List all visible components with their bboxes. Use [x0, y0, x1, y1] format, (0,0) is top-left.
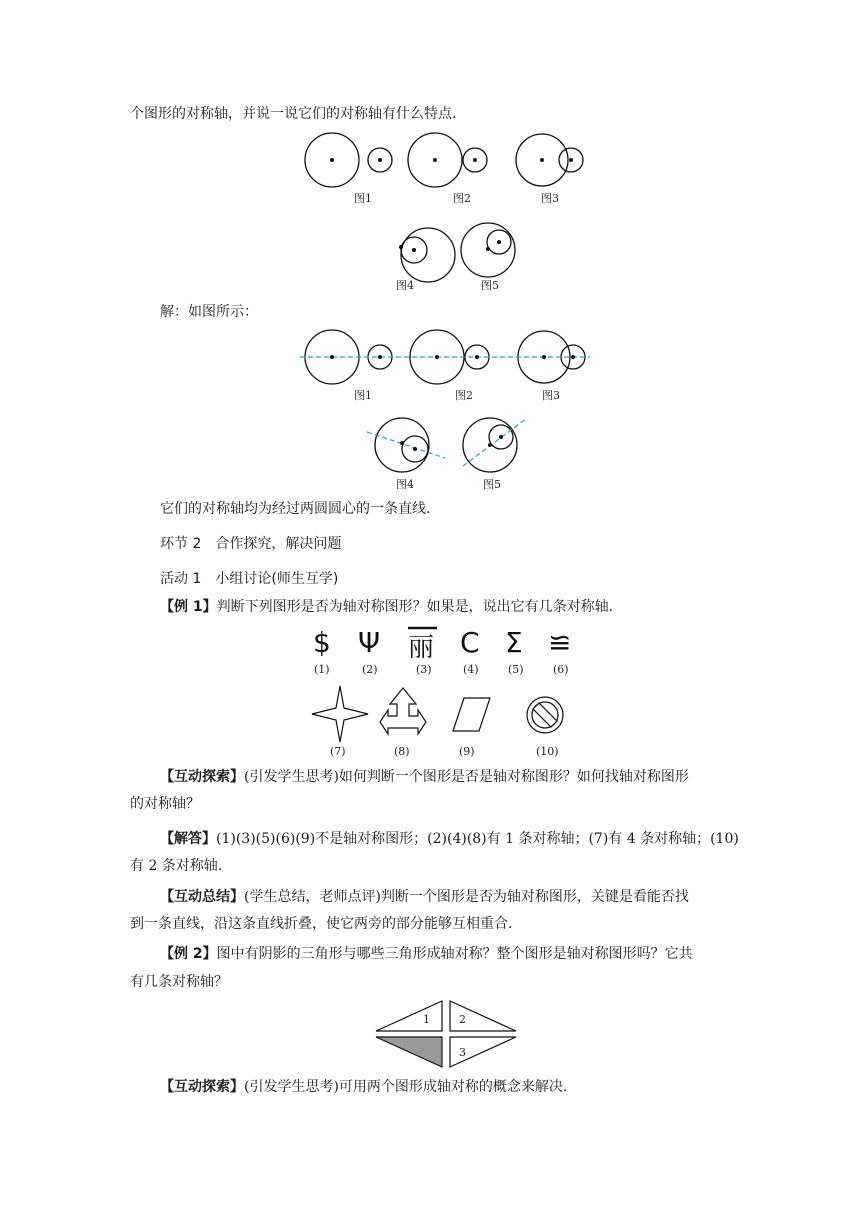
caption-fig1: 图1	[354, 192, 372, 205]
arrows-shape	[380, 688, 426, 734]
answer-tag: 【解答】	[160, 831, 216, 847]
solution-intro: 解：如图所示：	[160, 304, 258, 320]
symbol-3	[408, 628, 437, 663]
caption-fig3-b: 图3	[542, 389, 560, 402]
summary-cont: 到一条直线，沿这条直线折叠，使它两旁的部分能够互相重合.	[130, 916, 513, 932]
triangles-figure	[370, 998, 520, 1070]
symbol-4: C	[460, 626, 480, 659]
example2-text: 图中有阴影的三角形与哪些三角形成轴对称？整个图形是轴对称图形吗？它共	[216, 946, 693, 962]
label-1: (1)	[314, 663, 330, 676]
circle-figures	[300, 128, 590, 298]
answer-text: (1)(3)(5)(6)(9)不是轴对称图形；(2)(4)(8)有 1 条对称轴；(7)有 4 条对称轴；(10)	[216, 831, 739, 847]
intro-line: 个图形的对称轴，并说一说它们的对称轴有什么特点.	[130, 106, 457, 122]
example1-text: 判断下列图形是否为轴对称图形？如果是，说出它有几条对称轴.	[216, 599, 614, 615]
summary-text: (学生总结，老师点评)判断一个图形是否为轴对称图形，关键是看能否找	[244, 889, 689, 905]
symbol-1: $	[313, 626, 331, 659]
section-heading: 环节 2 合作探究，解决问题	[160, 536, 342, 552]
triangle-label-1: 1	[423, 1013, 430, 1026]
triangle-1	[376, 1001, 442, 1031]
example1-tag: 【例 1】	[160, 599, 217, 615]
answer-cont: 有 2 条对称轴.	[130, 858, 223, 874]
caption-fig5: 图5	[481, 279, 499, 292]
label-3: (3)	[416, 663, 432, 676]
symbol-2: Ψ	[358, 626, 381, 659]
label-4: (4)	[463, 663, 479, 676]
example2-cont: 有几条对称轴？	[130, 974, 228, 990]
explore1	[160, 767, 689, 787]
parallelogram	[453, 698, 490, 731]
conclusion: 它们的对称轴均为经过两圆圆心的一条直线.	[160, 501, 431, 517]
caption-fig4-b: 图4	[396, 478, 414, 491]
activity-heading: 活动 1 小组讨论(师生互学)	[160, 571, 339, 587]
explore2	[160, 1077, 567, 1097]
summary	[160, 887, 689, 907]
caption-fig1-b: 图1	[354, 389, 372, 402]
caption-fig5-b: 图5	[483, 478, 501, 491]
example2	[160, 944, 693, 964]
symbol-6: ≌	[548, 626, 572, 659]
label-2: (2)	[362, 663, 378, 676]
caption-fig3: 图3	[541, 192, 559, 205]
example2-tag: 【例 2】	[160, 946, 217, 962]
explore2-tag: 【互动探索】	[160, 1079, 244, 1095]
prohibition-sign	[527, 697, 563, 733]
caption-fig4: 图4	[396, 279, 414, 292]
symbol-3-glyph: 丽	[408, 633, 435, 663]
four-point-star	[312, 686, 368, 742]
label-5: (5)	[508, 663, 524, 676]
example1	[160, 597, 613, 617]
circle-figures-with-axes	[300, 328, 592, 498]
label-6: (6)	[553, 663, 569, 676]
triangle-label-2: 2	[459, 1013, 466, 1026]
symbol-5: Σ	[505, 626, 523, 659]
summary-tag: 【互动总结】	[160, 889, 244, 905]
answer	[160, 829, 739, 849]
label-8: (8)	[394, 745, 410, 758]
label-7: (7)	[330, 745, 346, 758]
caption-fig2: 图2	[453, 192, 471, 205]
explore2-text: (引发学生思考)可用两个图形成轴对称的概念来解决.	[244, 1079, 568, 1095]
triangle-shaded	[376, 1037, 442, 1067]
triangle-label-3: 3	[459, 1046, 466, 1059]
explore1-cont: 的对称轴？	[130, 796, 200, 812]
label-10: (10)	[536, 745, 559, 758]
caption-fig2-b: 图2	[455, 389, 473, 402]
explore1-text: (引发学生思考)如何判断一个图形是否是轴对称图形？如何找轴对称图形	[244, 769, 689, 785]
label-9: (9)	[459, 745, 475, 758]
symbols-figure	[300, 618, 590, 763]
explore1-tag: 【互动探索】	[160, 769, 244, 785]
